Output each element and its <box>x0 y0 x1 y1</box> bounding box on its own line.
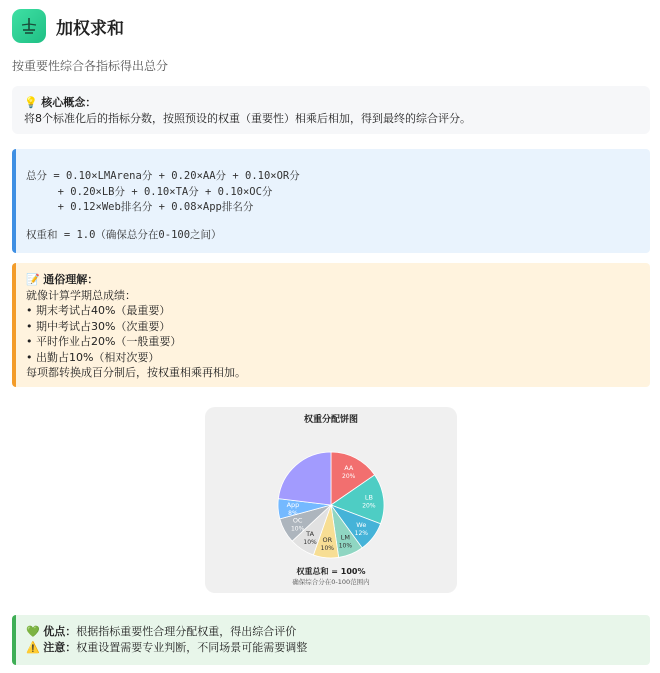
analogy-label: 通俗理解： <box>43 273 99 286</box>
page-title: 加权求和 <box>56 18 124 39</box>
concept-text: 将8个标准化后的指标分数，按照预设的权重（重要性）相乘后相加，得到最终的综合评分。 <box>24 111 471 125</box>
pie-label: We <box>356 521 367 530</box>
concept-label: 核心概念： <box>41 96 97 109</box>
weight-pie-chart <box>205 407 457 593</box>
analogy-line: • 期末考试占40%（最重要） <box>26 304 171 317</box>
analogy-line: • 出勤占10%（相对次要） <box>26 350 160 364</box>
pie-value-label: 20% <box>342 473 356 481</box>
warn-text: 权重设置需要专业判断，不同场景可能需要调整 <box>76 640 308 654</box>
formula-line: 总分 = 0.10×LMArena分 + 0.20×AA分 + 0.10×OR分 <box>26 170 300 182</box>
lightbulb-icon: 💡 <box>24 96 38 109</box>
memo-icon: 📝 <box>26 273 40 286</box>
pie-label: LB <box>364 493 373 502</box>
pros-cons-box <box>12 615 650 665</box>
pie-slice-other <box>278 452 331 505</box>
weight-sum-line: 权重和 = 1.0（确保总分在0-100之间） <box>26 228 222 241</box>
pro-label: 优点： <box>43 625 77 638</box>
pie-value-label: 20% <box>362 502 376 510</box>
pie-label: AA <box>344 464 354 473</box>
green-heart-icon: 💚 <box>26 625 40 638</box>
pie-value-label: 10% <box>290 525 305 533</box>
pie-label: OC <box>292 516 303 525</box>
weight-pie-chart-card <box>205 407 457 593</box>
pie-value-label: 8% <box>288 509 298 517</box>
warn-label: 注意： <box>43 640 77 654</box>
analogy-line: 每项都转换成百分制后，按权重相乘再相加。 <box>26 366 246 379</box>
pro-text: 根据指标重要性合理分配权重，得出综合评价 <box>76 625 297 638</box>
pie-value-label: 12% <box>354 530 368 538</box>
concept-box <box>12 86 650 134</box>
pie-value-label: 10% <box>338 542 353 550</box>
chart-footer-note: 确保综合分在0-100范围内 <box>292 578 370 586</box>
analogy-box <box>12 263 650 387</box>
scale-icon <box>12 9 46 43</box>
analogy-line: • 期中考试占30%（次重要） <box>26 319 171 333</box>
pie-value-label: 10% <box>303 538 317 546</box>
page-subtitle: 按重要性综合各指标得出总分 <box>12 59 169 73</box>
pie-label: TA <box>306 529 315 538</box>
pie-label: OR <box>322 535 333 544</box>
pie-value-label: 10% <box>320 544 334 552</box>
analogy-line: • 平时作业占20%（一般重要） <box>26 335 182 348</box>
warning-icon: ⚠️ <box>26 640 40 654</box>
formula-line: + 0.12×Web排名分 + 0.08×App排名分 <box>26 201 254 213</box>
chart-title: 权重分配饼图 <box>303 415 359 425</box>
formula-box <box>12 149 650 253</box>
pie-label: LM <box>340 533 351 542</box>
page-header <box>12 9 124 43</box>
formula-line: + 0.20×LB分 + 0.10×TA分 + 0.10×OC分 <box>26 185 273 198</box>
chart-footer-total: 权重总和 = 100% <box>296 567 366 576</box>
pie-label: App <box>286 500 300 509</box>
analogy-line: 就像计算学期总成绩： <box>26 288 136 302</box>
